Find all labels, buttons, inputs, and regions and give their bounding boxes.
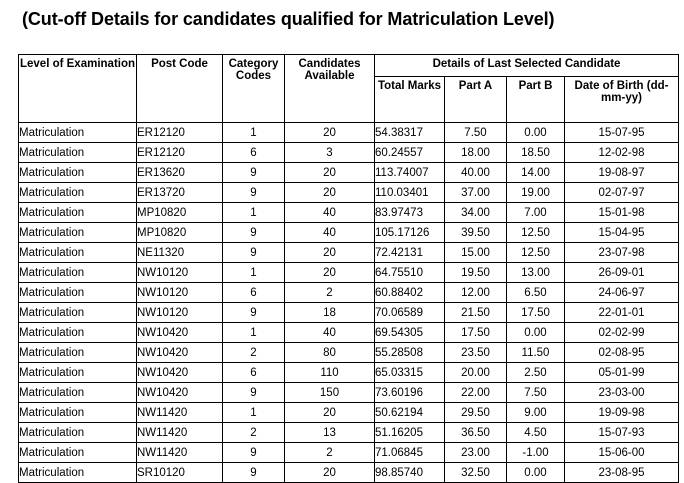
cell-post-code: NW11420 <box>137 443 223 463</box>
cell-part-a: 22.00 <box>445 383 507 403</box>
cell-level: Matriculation <box>19 383 137 403</box>
cell-level: Matriculation <box>19 423 137 443</box>
cell-part-b: 11.50 <box>507 343 565 363</box>
cell-date-of-birth: 22-01-01 <box>565 303 679 323</box>
cell-date-of-birth: 23-07-98 <box>565 243 679 263</box>
header-last-selected-group: Details of Last Selected Candidate <box>375 55 679 77</box>
cell-post-code: MP10820 <box>137 223 223 243</box>
cell-part-b: 17.50 <box>507 303 565 323</box>
table-row <box>19 363 679 383</box>
cell-total-marks: 55.28508 <box>375 343 445 363</box>
cell-total-marks: 110.03401 <box>375 183 445 203</box>
cell-post-code: NW10120 <box>137 283 223 303</box>
cell-part-a: 18.00 <box>445 143 507 163</box>
cell-part-b: 19.00 <box>507 183 565 203</box>
cell-category-code: 9 <box>223 303 285 323</box>
cell-part-a: 37.00 <box>445 183 507 203</box>
cell-post-code: NW10120 <box>137 303 223 323</box>
cell-part-b: -1.00 <box>507 443 565 463</box>
cell-part-b: 18.50 <box>507 143 565 163</box>
table-row <box>19 303 679 323</box>
cell-part-b: 7.00 <box>507 203 565 223</box>
cell-post-code: NW10420 <box>137 363 223 383</box>
cell-candidates-available: 18 <box>285 303 375 323</box>
cell-category-code: 1 <box>223 203 285 223</box>
cell-date-of-birth: 15-07-93 <box>565 423 679 443</box>
cell-candidates-available: 20 <box>285 163 375 183</box>
cell-post-code: SR10120 <box>137 463 223 483</box>
cell-total-marks: 113.74007 <box>375 163 445 183</box>
table-row <box>19 403 679 423</box>
cell-candidates-available: 110 <box>285 363 375 383</box>
header-date-of-birth: Date of Birth (dd-mm-yy) <box>565 77 679 123</box>
cell-post-code: NW10120 <box>137 263 223 283</box>
cell-level: Matriculation <box>19 343 137 363</box>
cell-part-a: 40.00 <box>445 163 507 183</box>
cell-part-a: 39.50 <box>445 223 507 243</box>
cell-total-marks: 73.60196 <box>375 383 445 403</box>
cell-date-of-birth: 02-08-95 <box>565 343 679 363</box>
header-level: Level of Examination <box>19 55 137 123</box>
table-row <box>19 423 679 443</box>
cell-level: Matriculation <box>19 443 137 463</box>
cell-total-marks: 54.38317 <box>375 123 445 143</box>
cell-total-marks: 83.97473 <box>375 203 445 223</box>
cell-date-of-birth: 02-02-99 <box>565 323 679 343</box>
header-candidates-available: Candidates Available <box>285 55 375 123</box>
cell-category-code: 9 <box>223 463 285 483</box>
cell-level: Matriculation <box>19 203 137 223</box>
cell-date-of-birth: 26-09-01 <box>565 263 679 283</box>
cell-post-code: ER12120 <box>137 143 223 163</box>
cell-candidates-available: 80 <box>285 343 375 363</box>
cell-part-a: 12.00 <box>445 283 507 303</box>
cutoff-table <box>18 54 679 483</box>
cell-part-a: 15.00 <box>445 243 507 263</box>
cell-category-code: 2 <box>223 343 285 363</box>
table-row <box>19 143 679 163</box>
cell-total-marks: 72.42131 <box>375 243 445 263</box>
cell-category-code: 9 <box>223 223 285 243</box>
cell-category-code: 6 <box>223 283 285 303</box>
cell-candidates-available: 150 <box>285 383 375 403</box>
cell-post-code: NW11420 <box>137 403 223 423</box>
cell-post-code: ER13720 <box>137 183 223 203</box>
table-row <box>19 123 679 143</box>
cell-part-a: 21.50 <box>445 303 507 323</box>
cell-part-b: 12.50 <box>507 223 565 243</box>
cell-post-code: MP10820 <box>137 203 223 223</box>
cell-level: Matriculation <box>19 323 137 343</box>
cell-candidates-available: 13 <box>285 423 375 443</box>
cell-part-b: 9.00 <box>507 403 565 423</box>
cell-part-b: 14.00 <box>507 163 565 183</box>
table-row <box>19 443 679 463</box>
cell-total-marks: 50.62194 <box>375 403 445 423</box>
cell-part-a: 17.50 <box>445 323 507 343</box>
cell-candidates-available: 20 <box>285 463 375 483</box>
cell-category-code: 9 <box>223 183 285 203</box>
cell-category-code: 2 <box>223 423 285 443</box>
cell-category-code: 1 <box>223 403 285 423</box>
cell-total-marks: 69.54305 <box>375 323 445 343</box>
cell-post-code: NW10420 <box>137 383 223 403</box>
cell-part-b: 0.00 <box>507 463 565 483</box>
cell-post-code: NW11420 <box>137 423 223 443</box>
cell-date-of-birth: 19-09-98 <box>565 403 679 423</box>
table-row <box>19 203 679 223</box>
page-title: (Cut-off Details for candidates qualified for Matriculation Level) <box>22 9 555 29</box>
cell-category-code: 1 <box>223 263 285 283</box>
cell-category-code: 6 <box>223 143 285 163</box>
cell-total-marks: 71.06845 <box>375 443 445 463</box>
cell-level: Matriculation <box>19 223 137 243</box>
table-row <box>19 383 679 403</box>
cell-post-code: NW10420 <box>137 323 223 343</box>
cell-date-of-birth: 15-01-98 <box>565 203 679 223</box>
cell-date-of-birth: 23-08-95 <box>565 463 679 483</box>
cell-part-a: 36.50 <box>445 423 507 443</box>
cell-part-b: 7.50 <box>507 383 565 403</box>
cell-total-marks: 70.06589 <box>375 303 445 323</box>
cell-candidates-available: 40 <box>285 323 375 343</box>
cell-part-b: 13.00 <box>507 263 565 283</box>
cell-candidates-available: 3 <box>285 143 375 163</box>
table-row <box>19 183 679 203</box>
cell-category-code: 9 <box>223 443 285 463</box>
cell-part-a: 32.50 <box>445 463 507 483</box>
table-row <box>19 163 679 183</box>
cell-candidates-available: 20 <box>285 263 375 283</box>
header-part-b: Part B <box>507 77 565 123</box>
cell-candidates-available: 20 <box>285 403 375 423</box>
cell-date-of-birth: 02-07-97 <box>565 183 679 203</box>
cell-category-code: 9 <box>223 163 285 183</box>
cell-candidates-available: 40 <box>285 223 375 243</box>
table-row <box>19 323 679 343</box>
cell-level: Matriculation <box>19 303 137 323</box>
cell-post-code: ER12120 <box>137 123 223 143</box>
cell-level: Matriculation <box>19 123 137 143</box>
cell-date-of-birth: 15-04-95 <box>565 223 679 243</box>
cell-candidates-available: 40 <box>285 203 375 223</box>
cell-part-a: 7.50 <box>445 123 507 143</box>
cell-total-marks: 51.16205 <box>375 423 445 443</box>
cell-post-code: ER13620 <box>137 163 223 183</box>
cell-date-of-birth: 24-06-97 <box>565 283 679 303</box>
cell-category-code: 9 <box>223 243 285 263</box>
cell-total-marks: 105.17126 <box>375 223 445 243</box>
table-row <box>19 243 679 263</box>
cell-total-marks: 64.75510 <box>375 263 445 283</box>
cell-date-of-birth: 05-01-99 <box>565 363 679 383</box>
cell-level: Matriculation <box>19 263 137 283</box>
cell-part-b: 0.00 <box>507 323 565 343</box>
cell-level: Matriculation <box>19 243 137 263</box>
cell-level: Matriculation <box>19 463 137 483</box>
cell-date-of-birth: 12-02-98 <box>565 143 679 163</box>
table-row <box>19 463 679 483</box>
cell-post-code: NW10420 <box>137 343 223 363</box>
cell-category-code: 1 <box>223 323 285 343</box>
cell-total-marks: 98.85740 <box>375 463 445 483</box>
table-row <box>19 283 679 303</box>
cell-part-b: 0.00 <box>507 123 565 143</box>
cell-part-b: 6.50 <box>507 283 565 303</box>
cell-part-a: 23.00 <box>445 443 507 463</box>
cell-level: Matriculation <box>19 363 137 383</box>
cell-part-a: 20.00 <box>445 363 507 383</box>
table-row <box>19 223 679 243</box>
cell-part-a: 19.50 <box>445 263 507 283</box>
cell-candidates-available: 20 <box>285 243 375 263</box>
cell-part-a: 23.50 <box>445 343 507 363</box>
cell-total-marks: 60.88402 <box>375 283 445 303</box>
header-category-codes: Category Codes <box>223 55 285 123</box>
table-row <box>19 263 679 283</box>
cell-level: Matriculation <box>19 143 137 163</box>
cell-total-marks: 60.24557 <box>375 143 445 163</box>
cell-part-a: 29.50 <box>445 403 507 423</box>
header-part-a: Part A <box>445 77 507 123</box>
cell-candidates-available: 2 <box>285 443 375 463</box>
table-header <box>19 55 679 123</box>
cell-date-of-birth: 15-07-95 <box>565 123 679 143</box>
cell-level: Matriculation <box>19 183 137 203</box>
cell-part-b: 12.50 <box>507 243 565 263</box>
header-total-marks: Total Marks <box>375 77 445 123</box>
table-body <box>19 123 679 483</box>
cell-candidates-available: 20 <box>285 183 375 203</box>
cell-date-of-birth: 19-08-97 <box>565 163 679 183</box>
cell-part-b: 4.50 <box>507 423 565 443</box>
cell-total-marks: 65.03315 <box>375 363 445 383</box>
cell-level: Matriculation <box>19 403 137 423</box>
cell-level: Matriculation <box>19 283 137 303</box>
cell-post-code: NE11320 <box>137 243 223 263</box>
table-row <box>19 343 679 363</box>
cell-part-b: 2.50 <box>507 363 565 383</box>
cell-part-a: 34.00 <box>445 203 507 223</box>
cell-date-of-birth: 15-06-00 <box>565 443 679 463</box>
cell-candidates-available: 20 <box>285 123 375 143</box>
cell-category-code: 1 <box>223 123 285 143</box>
cell-candidates-available: 2 <box>285 283 375 303</box>
cell-category-code: 6 <box>223 363 285 383</box>
cell-category-code: 9 <box>223 383 285 403</box>
cell-date-of-birth: 23-03-00 <box>565 383 679 403</box>
header-post-code: Post Code <box>137 55 223 123</box>
cell-level: Matriculation <box>19 163 137 183</box>
